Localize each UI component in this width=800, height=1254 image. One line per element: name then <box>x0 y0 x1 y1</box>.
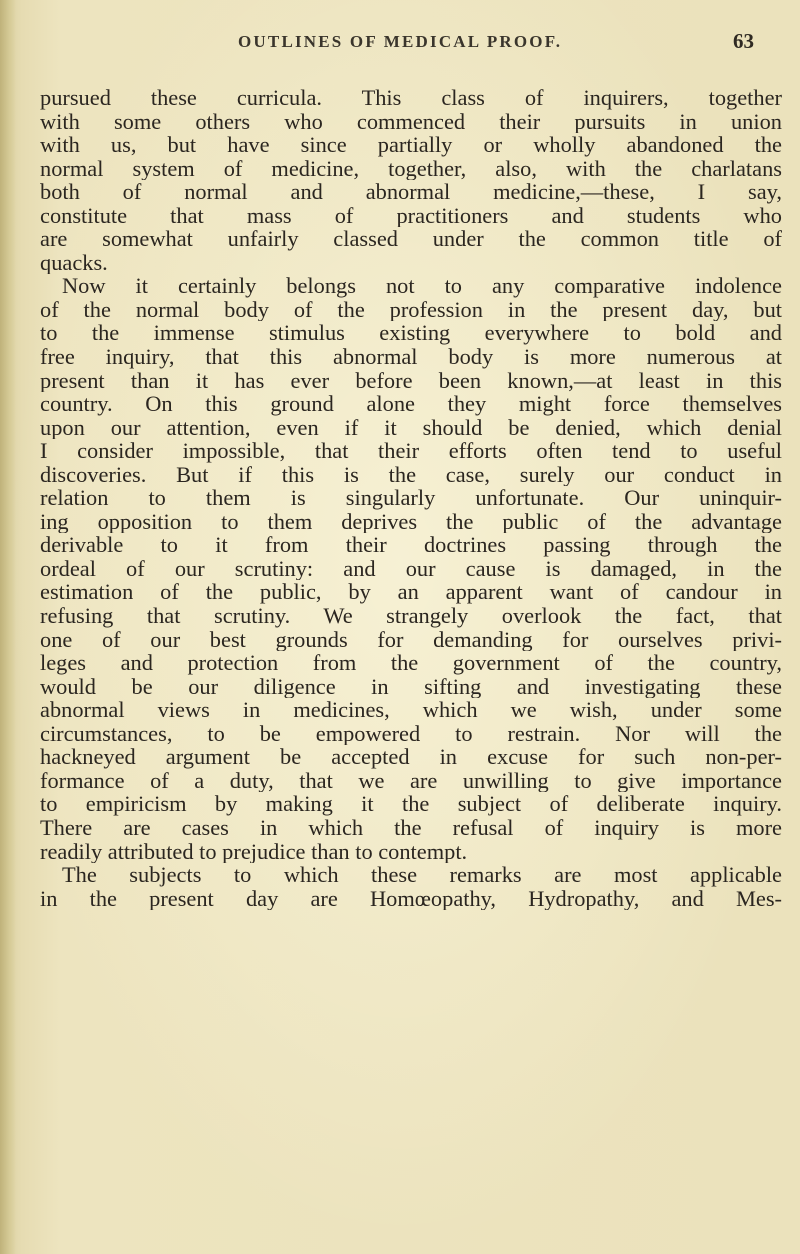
text-line: Now it certainly belongs not to any comparative indolence <box>62 274 782 298</box>
binding-edge <box>0 0 16 1254</box>
text-line: quacks. <box>40 250 108 275</box>
body-text <box>40 86 782 910</box>
paragraph <box>40 86 782 274</box>
text-line: circumstances, to be empowered to restrain. Nor will the <box>40 721 782 746</box>
text-line: in the present day are Homœopathy, Hydropathy, and Mes- <box>40 886 782 911</box>
text-line: both of normal and abnormal medicine,—these, I say, <box>40 180 782 204</box>
text-line: would be our diligence in sifting and investigating these <box>40 674 782 699</box>
text-line: of the normal body of the profession in the present day, but <box>40 297 782 322</box>
text-line: The subjects to which these remarks are most applicable <box>62 863 782 887</box>
text-line: abnormal views in medicines, which we wish, under some <box>40 698 782 722</box>
text-line: to the immense stimulus existing everywhere to bold and <box>40 321 782 346</box>
text-line: with us, but have since partially or wholly abandoned the <box>40 133 782 157</box>
text-line: free inquiry, that this abnormal body is more numerous at <box>40 345 782 369</box>
paragraph <box>40 863 782 910</box>
text-line: constitute that mass of practitioners and students who <box>40 203 782 228</box>
text-line: pursued these curricula. This class of inquirers, together <box>40 86 782 110</box>
text-line: hackneyed argument be accepted in excuse for such non-per- <box>40 745 782 769</box>
text-line: formance of a duty, that we are unwilling to give importance <box>40 768 782 793</box>
text-line: refusing that scrutiny. We strangely overlook the fact, that <box>40 604 782 628</box>
text-line: There are cases in which the refusal of inquiry is more <box>40 815 782 840</box>
text-line: country. On this ground alone they might force themselves <box>40 392 782 416</box>
text-line: derivable to it from their doctrines passing through the <box>40 533 782 557</box>
text-line: readily attributed to prejudice than to contempt. <box>40 839 468 864</box>
text-line: upon our attention, even if it should be denied, which denial <box>40 415 782 440</box>
text-line: relation to them is singularly unfortunate. Our uninquir- <box>40 486 782 510</box>
text-line: present than it has ever before been known,—at least in this <box>40 368 782 393</box>
text-line: estimation of the public, by an apparent want of candour in <box>40 580 782 605</box>
text-line: ing opposition to them deprives the public of the advantage <box>40 509 782 534</box>
text-line: to empiricism by making it the subject of deliberate inquiry. <box>40 792 782 816</box>
page-number: 63 <box>733 29 754 53</box>
text-line: I consider impossible, that their efforts often tend to useful <box>40 439 782 463</box>
text-line: one of our best grounds for demanding for ourselves privi- <box>40 627 782 652</box>
text-line: with some others who commenced their pursuits in union <box>40 109 782 134</box>
running-head: OUTLINES OF MEDICAL PROOF. <box>238 32 563 51</box>
text-line: ordeal of our scrutiny: and our cause is damaged, in the <box>40 556 782 581</box>
text-line: leges and protection from the government of the country, <box>40 651 782 675</box>
text-line: are somewhat unfairly classed under the common title of <box>40 227 782 251</box>
text-line: discoveries. But if this is the case, surely our conduct in <box>40 462 782 487</box>
paragraph <box>40 274 782 863</box>
text-line: normal system of medicine, together, also, with the charlatans <box>40 156 782 181</box>
